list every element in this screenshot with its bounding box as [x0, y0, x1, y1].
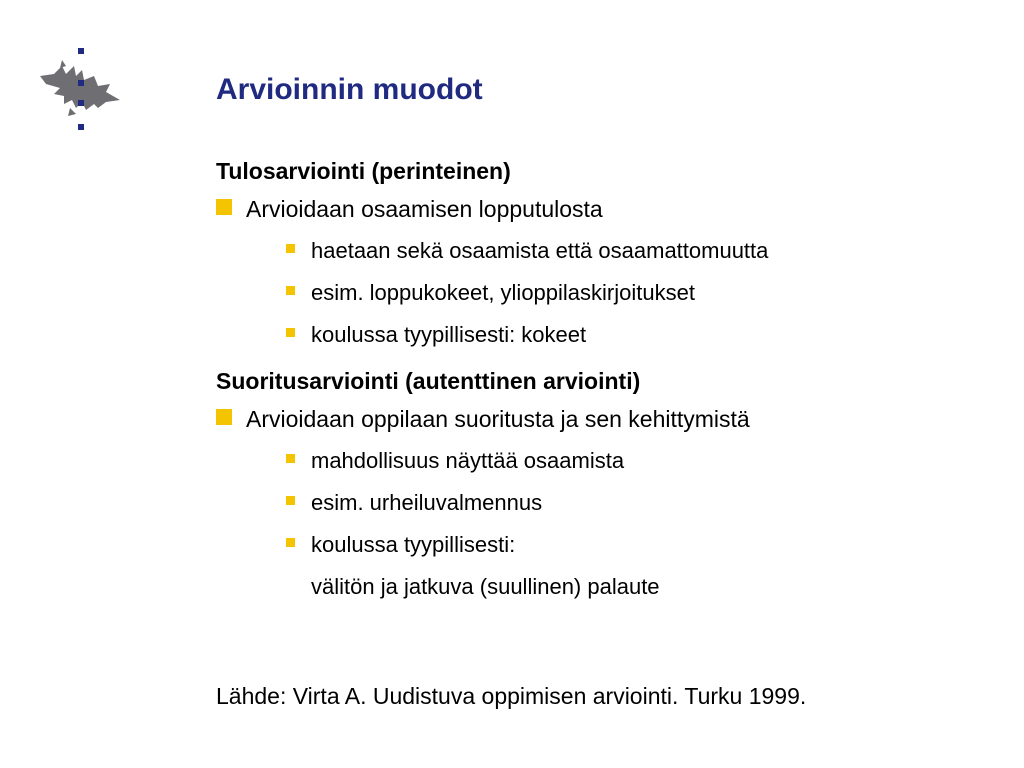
sub-bullet — [216, 440, 996, 482]
slide-content — [216, 154, 996, 608]
bullet-text: koulussa tyypillisesti: — [311, 532, 516, 557]
section-heading-tulosarviointi: Tulosarviointi (perinteinen) — [216, 158, 511, 184]
source-citation: Lähde: Virta A. Uudistuva oppimisen arviointi. Turku 1999. — [216, 683, 807, 709]
sub-bullet — [216, 524, 996, 566]
bullet-text: mahdollisuus näyttää osaamista — [311, 448, 625, 473]
square-bullet-icon — [216, 409, 232, 425]
sub-bullet — [216, 272, 996, 314]
flame-logo-icon — [36, 44, 128, 136]
section-heading-suoritusarviointi: Suoritusarviointi (autenttinen arviointi) — [216, 368, 641, 394]
slide-title: Arvioinnin muodot — [216, 73, 483, 106]
square-bullet-icon — [286, 286, 295, 295]
bullet-continuation: välitön ja jatkuva (suullinen) palaute — [311, 574, 660, 599]
square-bullet-icon — [216, 199, 232, 215]
main-bullet — [216, 398, 996, 440]
bullet-text: koulussa tyypillisesti: kokeet — [311, 322, 587, 347]
sub-bullet — [216, 230, 996, 272]
main-bullet — [216, 188, 996, 230]
sub-bullet — [216, 314, 996, 356]
square-bullet-icon — [286, 244, 295, 253]
bullet-text: Arvioidaan osaamisen lopputulosta — [246, 196, 603, 222]
square-bullet-icon — [286, 328, 295, 337]
bullet-text: esim. urheiluvalmennus — [311, 490, 543, 515]
sub-bullet — [216, 482, 996, 524]
square-bullet-icon — [286, 538, 295, 547]
bullet-text: esim. loppukokeet, ylioppilaskirjoitukset — [311, 280, 695, 305]
square-bullet-icon — [286, 454, 295, 463]
square-bullet-icon — [286, 496, 295, 505]
bullet-text: haetaan sekä osaamista että osaamattomuutta — [311, 238, 769, 263]
bullet-text: Arvioidaan oppilaan suoritusta ja sen kehittymistä — [246, 406, 750, 432]
